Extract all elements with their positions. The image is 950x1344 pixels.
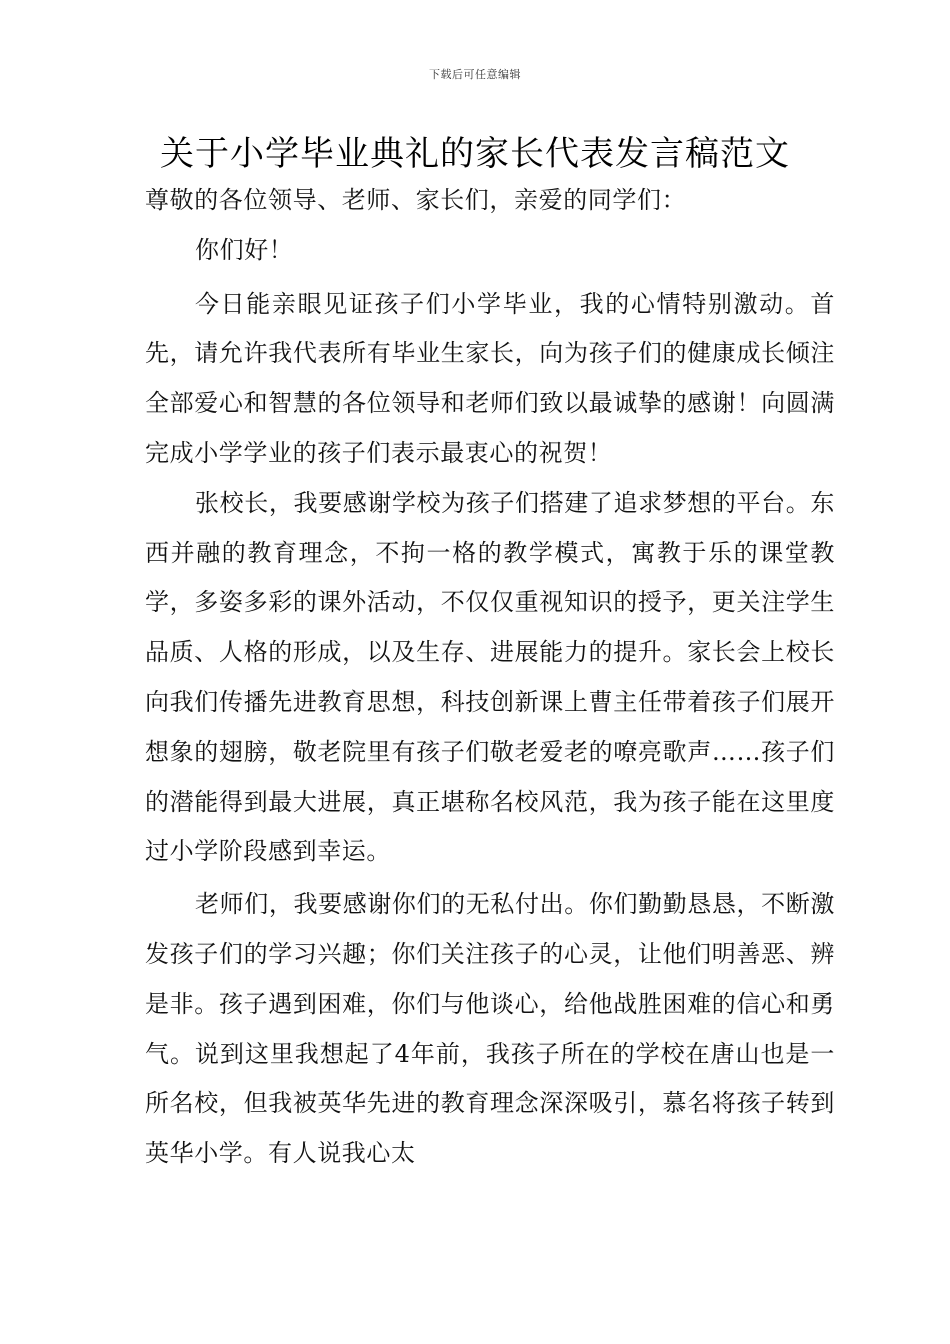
- document-body: [145, 176, 835, 1179]
- paragraph: 老师们，我要感谢你们的无私付出。你们勤勤恳恳，不断激发孩子们的学习兴趣；你们关注孩子的心灵，让他们明善恶、辨是非。孩子遇到困难，你们与他谈心，给他战胜困难的信心和勇气。说到这里我想起了4年前，我孩子所在的学校在唐山也是一所名校，但我被英华先进的教育理念深深吸引，慕名将孩子转到英华小学。有人说我心太: [145, 890, 835, 1168]
- document-title: 关于小学毕业典礼的家长代表发言稿范文: [160, 134, 790, 174]
- salutation: 尊敬的各位领导、老师、家长们，亲爱的同学们：: [145, 186, 687, 214]
- header-note: 下载后可任意编辑: [429, 68, 521, 81]
- paragraph: 今日能亲眼见证孩子们小学毕业，我的心情特别激动。首先，请允许我代表所有毕业生家长，向为孩子们的健康成长倾注全部爱心和智慧的各位领导和老师们致以最诚挚的感谢！向圆满完成小学学业的孩子们表示最衷心的祝贺！: [145, 289, 835, 467]
- paragraph: 张校长，我要感谢学校为孩子们搭建了追求梦想的平台。东西并融的教育理念，不拘一格的教学模式，寓教于乐的课堂教学，多姿多彩的课外活动，不仅仅重视知识的授予，更关注学生品质、人格的形成，以及生存、进展能力的提升。家长会上校长向我们传播先进教育思想，科技创新课上曹主任带着孩子们展开想象的翅膀，敬老院里有孩子们敬老爱老的嘹亮歌声……孩子们的潜能得到最大进展，真正堪称名校风范，我为孩子能在这里度过小学阶段感到幸运。: [145, 488, 835, 866]
- greeting: 你们好！: [195, 235, 294, 264]
